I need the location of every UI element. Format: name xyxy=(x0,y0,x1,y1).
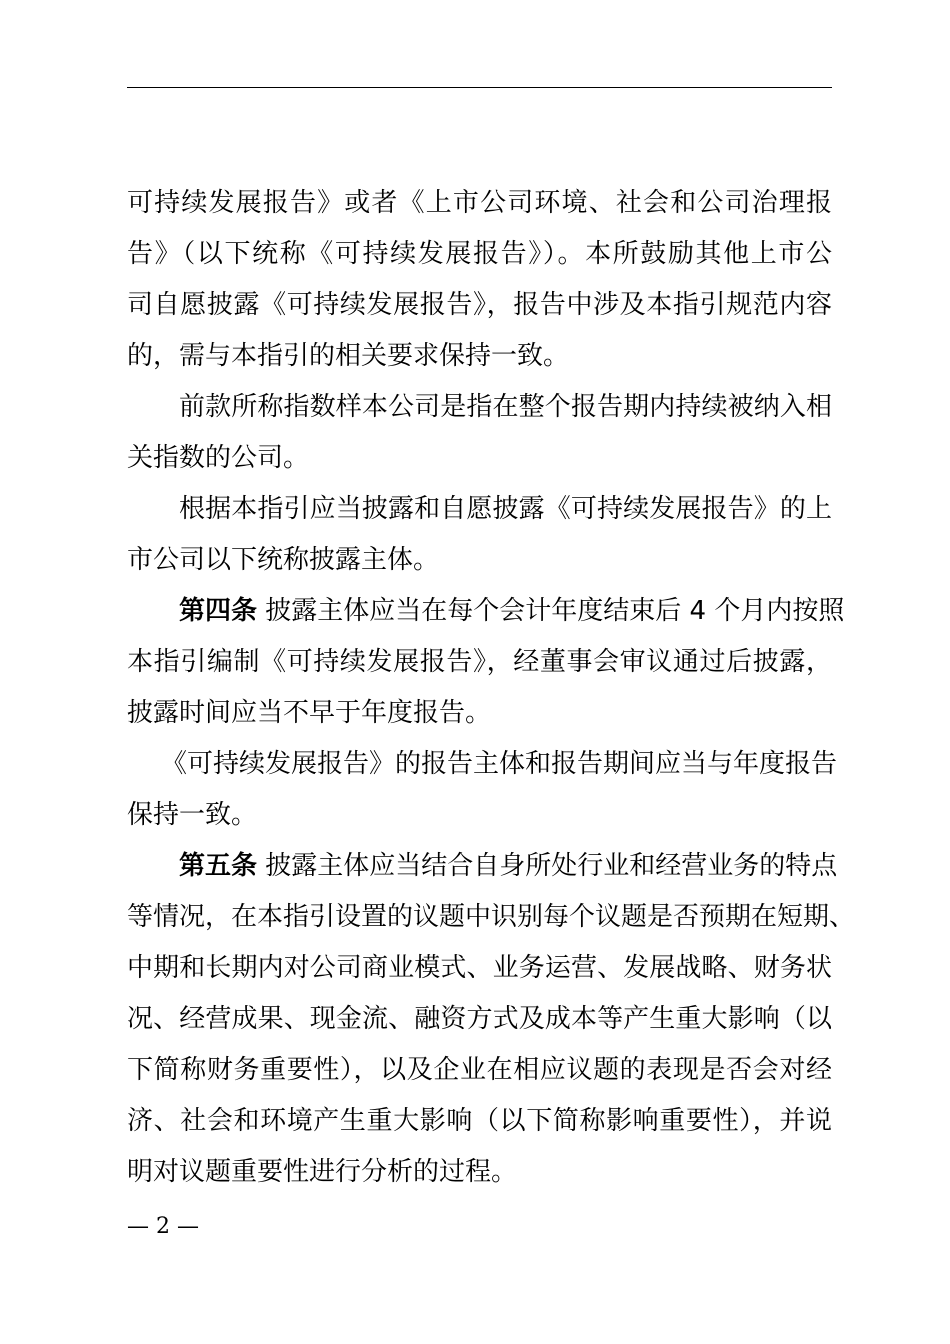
text-line: 《可持续发展报告》的报告主体和报告期间应当与年度报告 xyxy=(161,749,838,779)
text-line: 保持一致。 xyxy=(127,800,258,830)
text-line: 司自愿披露《可持续发展报告》，报告中涉及本指引规范内容 xyxy=(127,290,832,320)
text-line: 可持续发展报告》或者《上市公司环境、社会和公司治理报 xyxy=(127,188,832,218)
text-line: 下简称财务重要性），以及企业在相应议题的表现是否会对经 xyxy=(127,1055,832,1085)
text-line: 本指引编制《可持续发展报告》，经董事会审议通过后披露， xyxy=(127,647,832,677)
article-4-label: 第四条 xyxy=(179,596,258,626)
text-line: 中期和长期内对公司商业模式、业务运营、发展战略、财务状 xyxy=(127,953,832,983)
text-line: 披露主体应当在每个会计年度结束后 4 个月内按照 xyxy=(265,596,845,626)
text-line: 根据本指引应当披露和自愿披露《可持续发展报告》的上 xyxy=(179,494,832,524)
document-body xyxy=(127,178,856,1198)
text-line: 济、社会和环境产生重大影响（以下简称影响重要性），并说 xyxy=(127,1106,832,1136)
text-line: 市公司以下统称披露主体。 xyxy=(127,545,440,575)
article-5-first-line xyxy=(127,841,838,892)
text-line: 告》（以下统称《可持续发展报告》）。本所鼓励其他上市公 xyxy=(127,239,832,269)
text-line: 等情况，在本指引设置的议题中识别每个议题是否预期在短期、 xyxy=(127,902,856,932)
text-line: 披露时间应当不早于年度报告。 xyxy=(127,698,492,728)
text-line: 明对议题重要性进行分析的过程。 xyxy=(127,1157,518,1187)
header-rule xyxy=(127,87,832,88)
text-line: 前款所称指数样本公司是指在整个报告期内持续被纳入相 xyxy=(179,392,832,422)
article-5-label: 第五条 xyxy=(179,851,258,881)
article-4-first-line xyxy=(127,586,845,637)
text-line: 况、经营成果、现金流、融资方式及成本等产生重大影响（以 xyxy=(127,1004,832,1034)
page-number: — 2 — xyxy=(127,1214,199,1239)
text-line: 的，需与本指引的相关要求保持一致。 xyxy=(127,341,570,371)
text-line: 披露主体应当结合自身所处行业和经营业务的特点 xyxy=(265,851,838,881)
text-line: 关指数的公司。 xyxy=(127,443,310,473)
